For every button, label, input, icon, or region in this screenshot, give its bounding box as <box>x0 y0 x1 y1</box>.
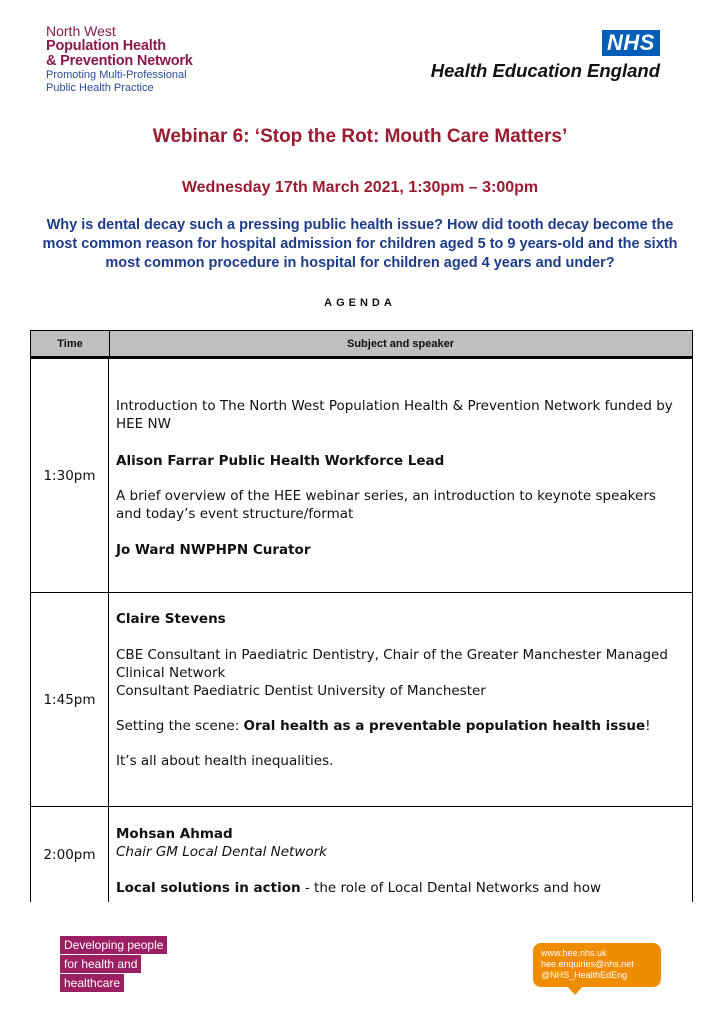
logo-line-population-health: Population Health <box>46 37 166 54</box>
agenda-heading: AGENDA <box>324 297 396 309</box>
table-row <box>30 807 693 902</box>
hee-name: Health Education England <box>430 60 660 81</box>
table-row <box>30 593 693 807</box>
row-time: 2:00pm <box>31 807 109 902</box>
table-row <box>30 357 693 593</box>
talk-note: It’s all about health inequalities. <box>116 753 334 769</box>
talk-topic: Local solutions in action - the role of Local Dental Networks and how <box>116 880 602 896</box>
intro-paragraph: Why is dental decay such a pressing public health issue? How did tooth decay become the most common reason for hospital admission for children aged 5 to 9 years-old and the sixth most common procedure in hospital for children aged 4 years and under? <box>42 217 678 271</box>
logo-tagline-2: Public Health Practice <box>46 81 154 94</box>
row-time: 1:45pm <box>31 593 109 806</box>
nhs-logo: NHS <box>602 30 660 56</box>
speaker-name: Alison Farrar Public Health Workforce Lead <box>116 453 445 469</box>
col-header-subject: Subject and speaker <box>347 337 454 350</box>
intro-network-text: Introduction to The North West Population Health & Prevention Network funded by HEE NW <box>116 398 673 432</box>
contact-speech-bubble <box>533 943 661 987</box>
network-logo <box>46 24 193 94</box>
speaker-role: Consultant Paediatric Dentist University of Manchester <box>116 683 486 699</box>
badge-line: healthcare <box>60 974 124 992</box>
webinar-title: Webinar 6: ‘Stop the Rot: Mouth Care Matters’ <box>152 126 568 147</box>
contact-email: hee.enquiries@nhs.net <box>541 959 634 969</box>
row-time: 1:30pm <box>31 359 109 592</box>
logo-line-north-west: North West <box>46 23 116 39</box>
table-header <box>30 330 693 357</box>
badge-line: Developing people <box>60 936 167 954</box>
col-header-time: Time <box>31 331 110 356</box>
contact-twitter: @NHS_HealthEdEng <box>541 970 628 980</box>
speaker-name: Mohsan Ahmad <box>116 826 233 842</box>
logo-tagline-1: Promoting Multi-Professional <box>46 69 187 82</box>
webinar-date: Wednesday 17th March 2021, 1:30pm – 3:00pm <box>181 179 539 196</box>
row-subject <box>116 397 676 559</box>
row-subject <box>116 610 676 770</box>
row-subject <box>116 825 676 897</box>
talk-topic: Setting the scene: Oral health as a preventable population health issue! <box>116 718 651 734</box>
contact-website: www.hee.nhs.uk <box>541 948 607 958</box>
developing-people-badge <box>60 936 167 993</box>
speaker-role: Chair GM Local Dental Network <box>116 844 327 860</box>
speaker-name: Claire Stevens <box>116 611 226 627</box>
logo-line-prevention-network: & Prevention Network <box>46 52 193 69</box>
badge-line: for health and <box>60 955 141 973</box>
speaker-name: Jo Ward NWPHPN Curator <box>116 542 311 558</box>
speaker-role: CBE Consultant in Paediatric Dentistry, Chair of the Greater Manchester Managed Clinical Network <box>116 647 668 681</box>
overview-text: A brief overview of the HEE webinar series, an introduction to keynote speakers and today’s event structure/format <box>116 488 656 522</box>
